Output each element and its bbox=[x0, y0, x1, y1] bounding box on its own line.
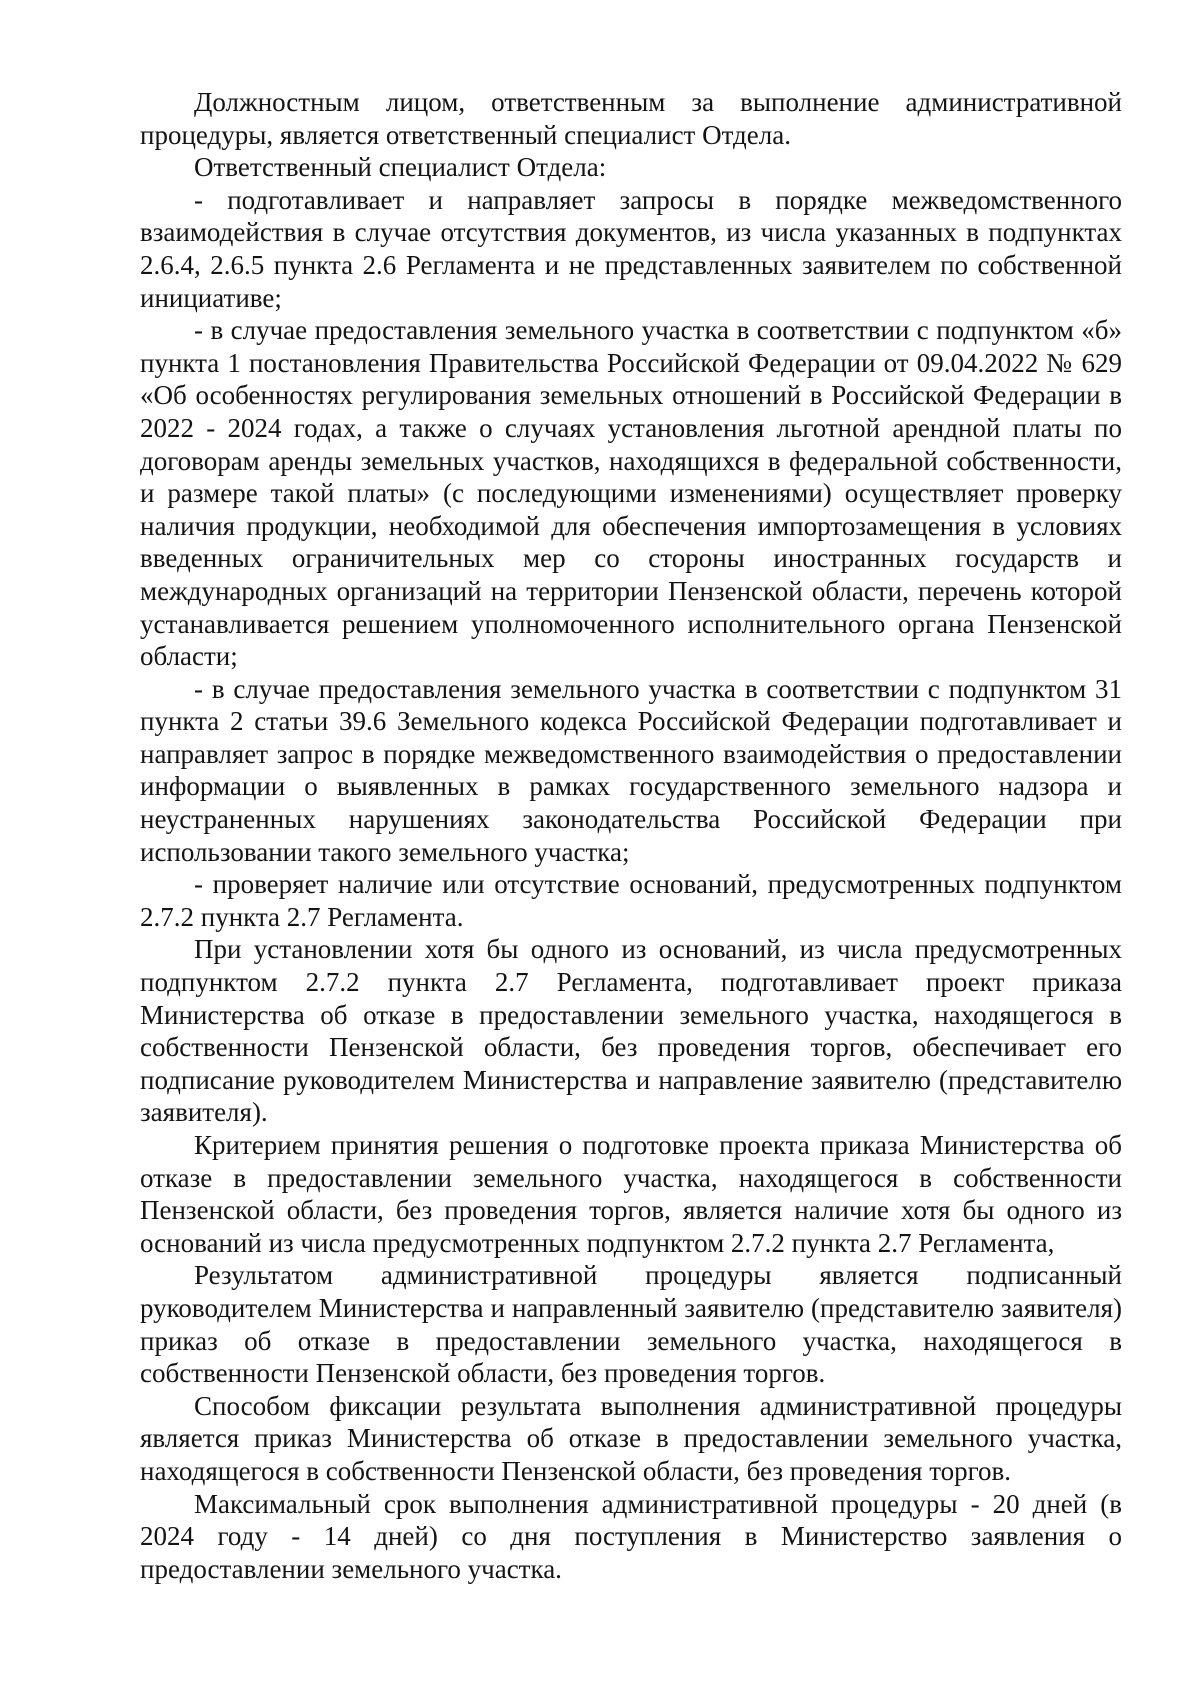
document-body bbox=[140, 86, 1122, 1585]
paragraph-land-supervision-request: - в случае предоставления земельного участка в соответствии с подпунктом 31 пункта 2 статьи 39.6 Земельного кодекса Российской Федерации подготавливает и направляет запрос в порядке межведомственного взаимодействия о предоставлении информации о выявленных в рамках государственного земельного надзора и неустраненных нарушениях законодательства Российской Федерации при использовании такого земельного участка; bbox=[140, 673, 1122, 867]
paragraph-procedure-result: Результатом административной процедуры является подписанный руководителем Министерства и направленный заявителю (представителю заявителя) приказ об отказе в предоставлении земельного участка, находящегося в собственности Пензенской области, без проведения торгов. bbox=[140, 1260, 1122, 1389]
paragraph-responsible-official: Должностным лицом, ответственным за выполнение административной процедуры, является ответственный специалист Отдела. bbox=[140, 87, 1122, 150]
paragraph-decision-criterion: Критерием принятия решения о подготовке проекта приказа Министерства об отказе в предоставлении земельного участка, находящегося в собственности Пензенской области, без проведения торгов, является наличие хотя бы одного из оснований из числа предусмотренных подпунктом 2.7.2 пункта 2.7 Регламента, bbox=[140, 1130, 1122, 1258]
paragraph-specialist-heading: Ответственный специалист Отдела: bbox=[194, 152, 607, 183]
paragraph-import-substitution-check: - в случае предоставления земельного участка в соответствии с подпунктом «б» пункта 1 постановления Правительства Российской Федерации от 09.04.2022 № 629 «Об особенностях регулирования земельных отношений в Российской Федерации в 2022 - 2024 годах, а также о случаях установления льготной арендной платы по договорам аренды земельных участков, находящихся в федеральной собственности, и размере такой платы» (с последующими изменениями) осуществляет проверку наличия продукции, необходимой для обеспечения импортозамещения в условиях введенных ограничительных мер со стороны иностранных государств и международных организаций на территории Пензенской области, перечень которой устанавливается решением уполномоченного исполнительного органа Пензенской области; bbox=[140, 315, 1122, 672]
paragraph-refusal-order: При установлении хотя бы одного из оснований, из числа предусмотренных подпунктом 2.7.2 пункта 2.7 Регламента, подготавливает проект приказа Министерства об отказе в предоставлении земельного участка, находящегося в собственности Пензенской области, без проведения торгов, обеспечивает его подписание руководителем Министерства и направление заявителю (представителю заявителя). bbox=[140, 934, 1122, 1128]
paragraph-result-recording: Способом фиксации результата выполнения административной процедуры является приказ Министерства об отказе в предоставлении земельного участка, находящегося в собственности Пензенской области, без проведения торгов. bbox=[140, 1390, 1122, 1486]
paragraph-interagency-requests: - подготавливает и направляет запросы в порядке межведомственного взаимодействия в случае отсутствия документов, из числа указанных в подпунктах 2.6.4, 2.6.5 пункта 2.6 Регламента и не представленных заявителем по собственной инициативе; bbox=[140, 184, 1122, 313]
paragraph-grounds-check: - проверяет наличие или отсутствие оснований, предусмотренных подпунктом 2.7.2 пункта 2.7 Регламента. bbox=[140, 869, 1122, 932]
paragraph-maximum-term: Максимальный срок выполнения административной процедуры - 20 дней (в 2024 году - 14 дней) со дня поступления в Министерство заявления о предоставлении земельного участка. bbox=[140, 1488, 1122, 1584]
